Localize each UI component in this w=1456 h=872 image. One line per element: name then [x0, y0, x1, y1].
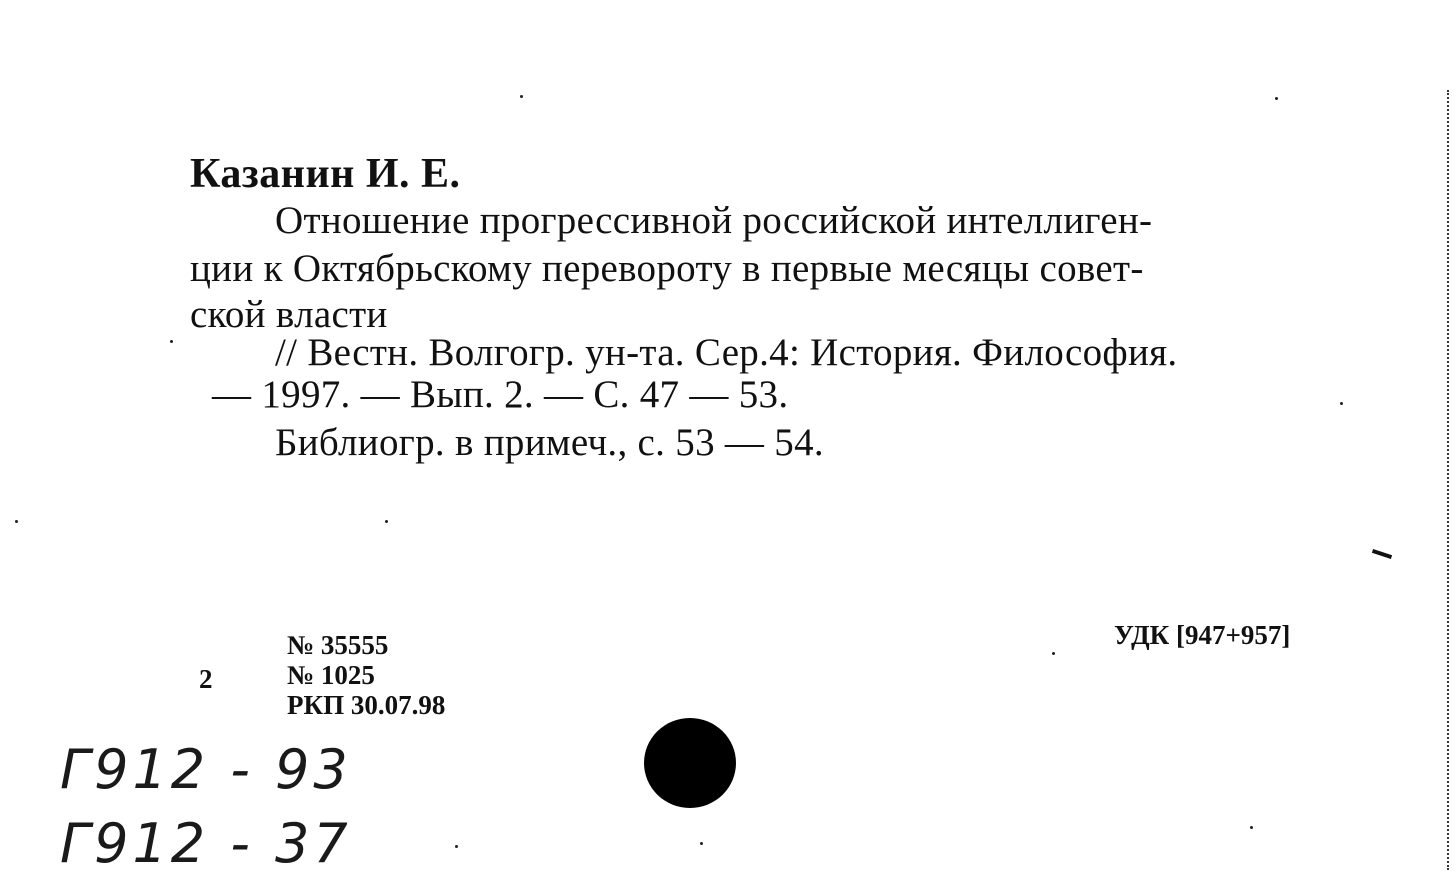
speck	[1275, 97, 1278, 100]
speck	[1052, 652, 1055, 655]
source-line-1: // Вестн. Волгогр. ун-та. Сер.4: История. Философия.	[275, 331, 1178, 374]
punch-hole	[644, 718, 736, 808]
registration-number-1: № 35555	[287, 630, 389, 660]
handwritten-shelfmark-2: Г912 - 37	[60, 812, 352, 872]
speck	[1250, 826, 1253, 829]
speck	[1340, 402, 1343, 405]
ink-mark	[1372, 549, 1392, 559]
title-line-3: ской власти	[190, 293, 388, 336]
speck	[170, 340, 173, 343]
author-name: Казанин И. Е.	[190, 151, 461, 197]
handwritten-shelfmark-1: Г912 - 93	[60, 738, 352, 801]
rkp-date: РКП 30.07.98	[287, 690, 446, 720]
speck	[455, 845, 458, 848]
registration-number-2: № 1025	[287, 660, 375, 690]
speck	[520, 95, 523, 98]
title-line-2: ции к Октябрьскому перевороту в первые месяцы совет-	[190, 247, 1144, 290]
speck	[15, 520, 18, 523]
udk-code: УДК [947+957]	[1114, 620, 1291, 650]
speck	[700, 842, 703, 845]
bibliography-note: Библиогр. в примеч., с. 53 — 54.	[275, 421, 824, 464]
title-line-1: Отношение прогрессивной российской интеллиген-	[275, 199, 1153, 242]
source-line-2: — 1997. — Вып. 2. — С. 47 — 53.	[212, 373, 789, 416]
copies-count: 2	[199, 664, 213, 694]
speck	[385, 520, 388, 523]
card-edge-perforation	[1447, 90, 1452, 870]
